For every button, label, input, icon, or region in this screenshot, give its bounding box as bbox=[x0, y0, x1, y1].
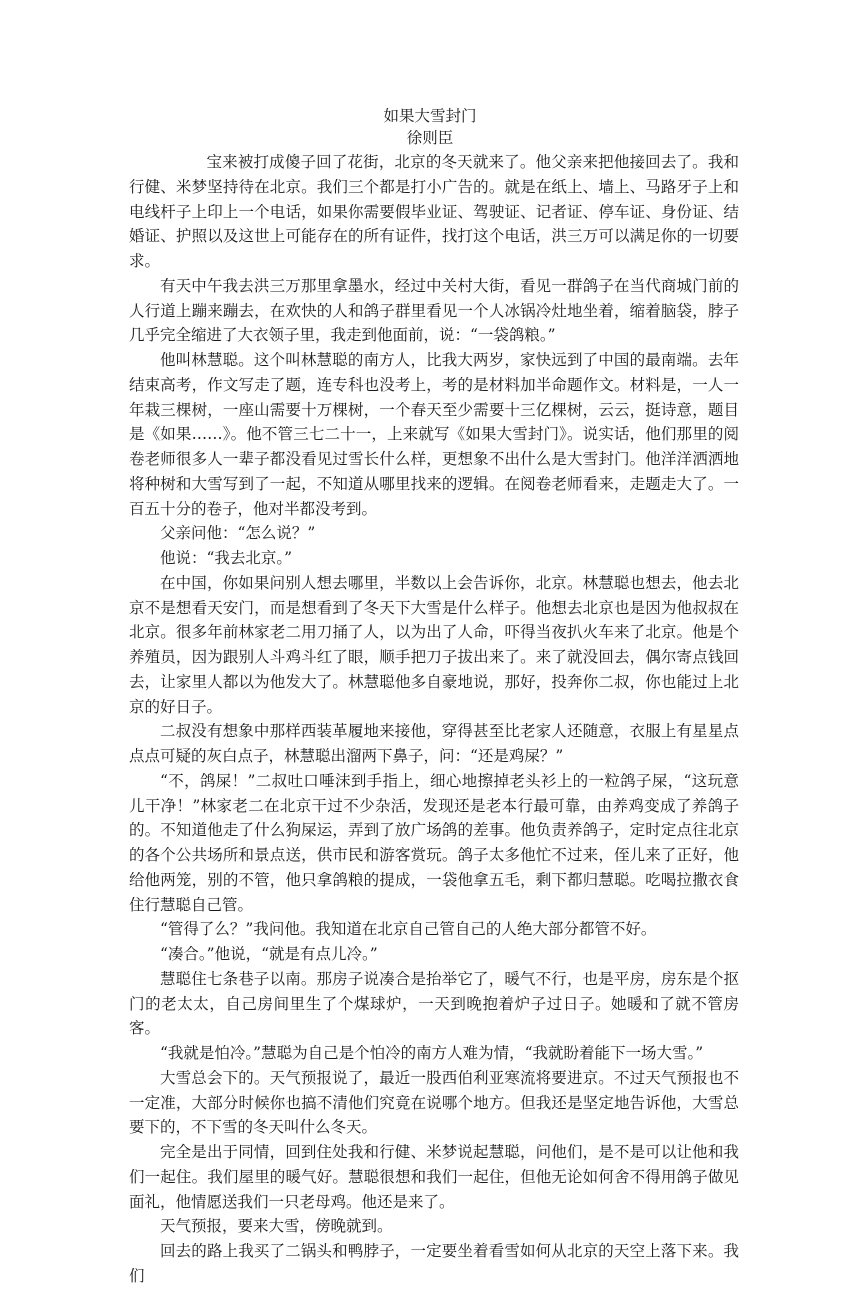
document-body bbox=[129, 150, 739, 1289]
paragraph: 二叔没有想象中那样西装革履地来接他，穿得甚至比老家人还随意，衣服上有星星点点点可疑的灰白点子，林慧聪出溜两下鼻子，问：“还是鸡屎？” bbox=[129, 722, 739, 765]
author-name: 徐则臣 bbox=[406, 129, 454, 147]
paragraph: “不，鸽屎！”二叔吐口唾沫到手指上，细心地擦掉老头衫上的一粒鸽子屎，“这玩意儿干净！”林家老二在北京干过不少杂活，发现还是老本行最可靠，由养鸡变成了养鸽子的。不知道他走了什么狗屎运，弄到了放广场鸽的差事。他负责养鸽子，定时定点往北京的各个公共场所和景点送，供市民和游客赏玩。鸽子太多他忙不过来，侄儿来了正好，他给他两笼，别的不管，他只拿鸽粮的提成，一袋他拿五毛，剩下都归慧聪。吃喝拉撒衣食住行慧聪自己管。 bbox=[129, 771, 739, 914]
paragraph: 回去的路上我买了二锅头和鸭脖子，一定要坐着看雪如何从北京的天空上落下来。我们 bbox=[129, 1242, 739, 1285]
paragraph: 天气预报，要来大雪，傍晚就到。 bbox=[160, 1217, 393, 1236]
paragraph: 他说：“我去北京。” bbox=[160, 549, 293, 567]
paragraph: 完全是出于同情，回到住处我和行健、米梦说起慧聪，问他们，是不是可以让他和我们一起住。我们屋里的暖气好。慧聪很想和我们一起住，但他无论如何舍不得用鸽子做见面礼，他情愿送我们一只老母鸡。他还是来了。 bbox=[129, 1143, 739, 1211]
paragraph: “管得了么？”我问他。我知道在北京自己管自己的人绝大部分都管不好。 bbox=[160, 920, 657, 939]
paragraph: “凑合。”他说，“就是有点儿冷。” bbox=[160, 945, 378, 963]
document-title: 如果大雪封门 bbox=[383, 107, 477, 125]
paragraph: 慧聪住七条巷子以南。那房子说凑合是抬举它了，暖气不行，也是平房，房东是个抠门的老太太，自己房间里生了个煤球炉，一天到晚抱着炉子过日子。她暖和了就不管房客。 bbox=[129, 969, 739, 1038]
paragraph: 宝来被打成傻子回了花街，北京的冬天就来了。他父亲来把他接回去了。我和行健、米梦坚持待在北京。我们三个都是打小广告的。就是在纸上、墙上、马路牙子上和电线杆子上印上一个电话，如果你需要假毕业证、驾驶证、记者证、停车证、身份证、结婚证、护照以及这世上可能存在的所有证件，找打这个电话，洪三万可以满足你的一切要求。 bbox=[129, 153, 739, 270]
paragraph: 他叫林慧聪。这个叫林慧聪的南方人，比我大两岁，家快远到了中国的最南端。去年结束高考，作文写走了题，连专科也没考上，考的是材料加半命题作文。材料是，一人一年栽三棵树，一座山需要十万棵树，一个春天至少需要十三亿棵树，云云，挺诗意，题目是《如果……》。他不管三七二十一，上来就写《如果大雪封门》。说实话，他们那里的阅卷老师很多人一辈子都没看见过雪长什么样，更想象不出什么是大雪封门。他洋洋洒洒地将种树和大雪写到了一起，不知道从哪里找来的逻辑。在阅卷老师看来，走题走大了。一百五十分的卷子，他对半都没考到。 bbox=[129, 351, 739, 518]
paragraph: 在中国，你如果问别人想去哪里，半数以上会告诉你，北京。林慧聪也想去，他去北京不是想看天安门，而是想看到了冬天下大雪是什么样子。他想去北京也是因为他叔叔在北京。很多年前林家老二用刀捅了人，以为出了人命，吓得当夜扒火车来了北京。他是个养殖员，因为跟别人斗鸡斗红了眼，顺手把刀子拔出来了。来了就没回去，偶尔寄点钱回去，让家里人都以为他发大了。林慧聪他多自豪地说，那好，投奔你二叔，你也能过上北京的好日子。 bbox=[129, 573, 739, 716]
paragraph: 有天中午我去洪三万那里拿墨水，经过中关村大街，看见一群鸽子在当代商城门前的人行道上蹦来蹦去，在欢快的人和鸽子群里看见一个人冰锅冷灶地坐着，缩着脑袋，脖子几乎完全缩进了大衣领子里，我走到他面前，说：“一袋鸽粮。” bbox=[129, 276, 739, 345]
paragraph: 大雪总会下的。天气预报说了，最近一股西伯利亚寒流将要进京。不过天气预报也不一定准，大部分时候你也搞不清他们究竟在说哪个地方。但我还是坚定地告诉他，大雪总要下的，不下雪的冬天叫什么冬天。 bbox=[129, 1068, 739, 1137]
paragraph: 父亲问他：“怎么说？” bbox=[160, 524, 316, 543]
paragraph: “我就是怕冷。”慧聪为自己是个怕冷的南方人难为情，“我就盼着能下一场大雪。” bbox=[160, 1044, 704, 1062]
